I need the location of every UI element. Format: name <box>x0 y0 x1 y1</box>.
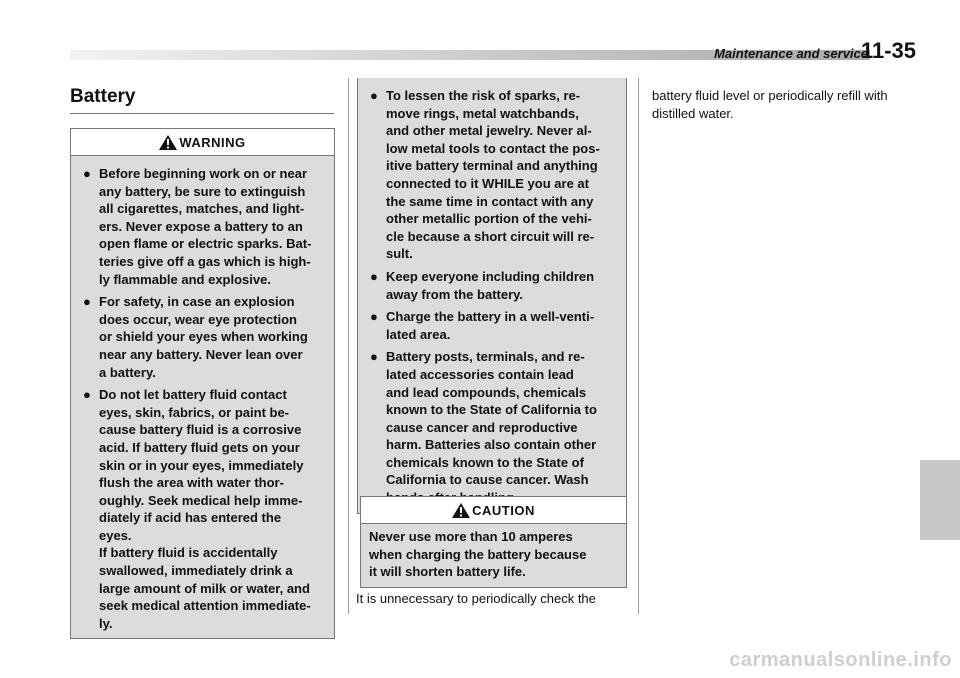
bullet-dot-icon: ● <box>83 294 91 310</box>
bullet-line: chemicals known to the State of <box>386 454 584 470</box>
bullet-line: Battery posts, terminals, and re- <box>386 349 585 365</box>
caution-line: when charging the battery because <box>369 546 587 562</box>
bullet-line: harm. Batteries also contain other <box>386 437 597 453</box>
bullet-line: large amount of milk or water, and <box>99 580 310 596</box>
warning-bullet-item <box>79 165 326 288</box>
warning-box <box>70 128 335 639</box>
bullet-line: lated area. <box>386 326 451 342</box>
bullet-line: sult. <box>386 246 413 262</box>
column-divider-left <box>348 78 349 614</box>
body-text-line: distilled water. <box>652 106 734 121</box>
body-text-middle: It is unnecessary to periodically check the <box>356 591 596 606</box>
warning-bullet-item <box>366 308 618 343</box>
bullet-line: To lessen the risk of sparks, re- <box>386 88 581 103</box>
caution-triangle-icon <box>452 503 470 518</box>
warning-body <box>71 156 334 638</box>
header-section-title: Maintenance and service <box>714 46 868 61</box>
bullet-line: acid. If battery fluid gets on your <box>99 439 300 455</box>
section-title: Battery <box>70 86 136 107</box>
caution-body <box>361 524 626 587</box>
bullet-line: Before beginning work on or near <box>99 166 308 181</box>
caution-line: Never use more than 10 amperes <box>369 529 573 544</box>
bullet-line: diately if acid has entered the <box>99 510 282 526</box>
warning-continued-box <box>357 78 627 514</box>
bullet-dot-icon: ● <box>370 309 378 325</box>
bullet-line: eyes. <box>99 527 132 543</box>
bullet-line: and lead compounds, chemicals <box>386 384 587 400</box>
bullet-dot-icon: ● <box>370 349 378 365</box>
warning-continued-body <box>358 78 626 513</box>
bullet-line: oughly. Seek medical help imme- <box>99 492 303 508</box>
bullet-line: teries give off a gas which is high- <box>99 253 311 269</box>
chapter-tab <box>920 460 960 540</box>
bullet-dot-icon: ● <box>370 88 378 103</box>
bullet-line: a battery. <box>99 364 156 380</box>
bullet-line: ly flammable and explosive. <box>99 271 271 287</box>
bullet-line: near any battery. Never lean over <box>99 346 303 362</box>
bullet-line: away from the battery. <box>386 286 524 302</box>
bullet-line: cause battery fluid is a corrosive <box>99 422 302 438</box>
bullet-line: cause cancer and reproductive <box>386 419 578 435</box>
bullet-line: lated accessories contain lead <box>386 366 574 382</box>
bullet-line: or shield your eyes when working <box>99 329 308 345</box>
warning-bullet-item <box>366 348 618 506</box>
bullet-line: Do not let battery fluid contact <box>99 387 287 403</box>
watermark: carmanualsonline.info <box>729 649 952 671</box>
warning-bullet-item <box>79 293 326 381</box>
bullet-line: California to cause cancer. Wash <box>386 472 589 488</box>
bullet-line: other metallic portion of the vehi- <box>386 211 592 227</box>
bullet-line: open flame or electric sparks. Bat- <box>99 236 312 252</box>
warning-triangle-icon <box>159 135 177 150</box>
body-text-right <box>652 87 932 123</box>
warning-bullet-item <box>366 87 618 263</box>
bullet-line: Charge the battery in a well-venti- <box>386 309 595 325</box>
caution-label: CAUTION <box>472 502 535 518</box>
bullet-line: seek medical attention immediate- <box>99 598 311 614</box>
bullet-line: For safety, in case an explosion <box>99 294 295 310</box>
body-text-line: battery fluid level or periodically refill with <box>652 88 888 103</box>
bullet-line: skin or in your eyes, immediately <box>99 457 304 473</box>
bullet-line: low metal tools to contact the pos- <box>386 140 600 156</box>
bullet-line: the same time in contact with any <box>386 193 594 209</box>
bullet-line: connected to it WHILE you are at <box>386 175 589 191</box>
page-number: 11-35 <box>860 38 916 63</box>
bullet-line: ly. <box>99 615 113 631</box>
bullet-dot-icon: ● <box>83 387 91 403</box>
warning-bullet-item <box>79 386 326 632</box>
bullet-line: flush the area with water thor- <box>99 475 284 491</box>
bullet-line: If battery fluid is accidentally <box>99 545 278 561</box>
bullet-line: does occur, wear eye protection <box>99 311 297 327</box>
bullet-line: known to the State of California to <box>386 402 597 418</box>
bullet-line: and other metal jewelry. Never al- <box>386 123 592 139</box>
bullet-line: move rings, metal watchbands, <box>386 105 579 121</box>
bullet-line: ers. Never expose a battery to an <box>99 218 303 234</box>
caution-line: it will shorten battery life. <box>369 564 526 580</box>
caution-header <box>361 497 626 524</box>
bullet-line: eyes, skin, fabrics, or paint be- <box>99 404 290 420</box>
bullet-dot-icon: ● <box>83 166 91 181</box>
warning-label: WARNING <box>179 134 246 150</box>
bullet-line: swallowed, immediately drink a <box>99 563 293 579</box>
bullet-line: Keep everyone including children <box>386 268 595 284</box>
bullet-line: any battery, be sure to extinguish <box>99 183 306 199</box>
column-divider-right <box>638 78 639 614</box>
bullet-line: itive battery terminal and anything <box>386 158 598 174</box>
bullet-line: cle because a short circuit will re- <box>386 228 595 244</box>
warning-bullet-item <box>366 268 618 303</box>
bullet-dot-icon: ● <box>370 268 378 284</box>
bullet-line: all cigarettes, matches, and light- <box>99 201 305 217</box>
title-underline <box>70 113 334 114</box>
caution-box <box>360 496 627 588</box>
warning-header <box>71 129 334 156</box>
